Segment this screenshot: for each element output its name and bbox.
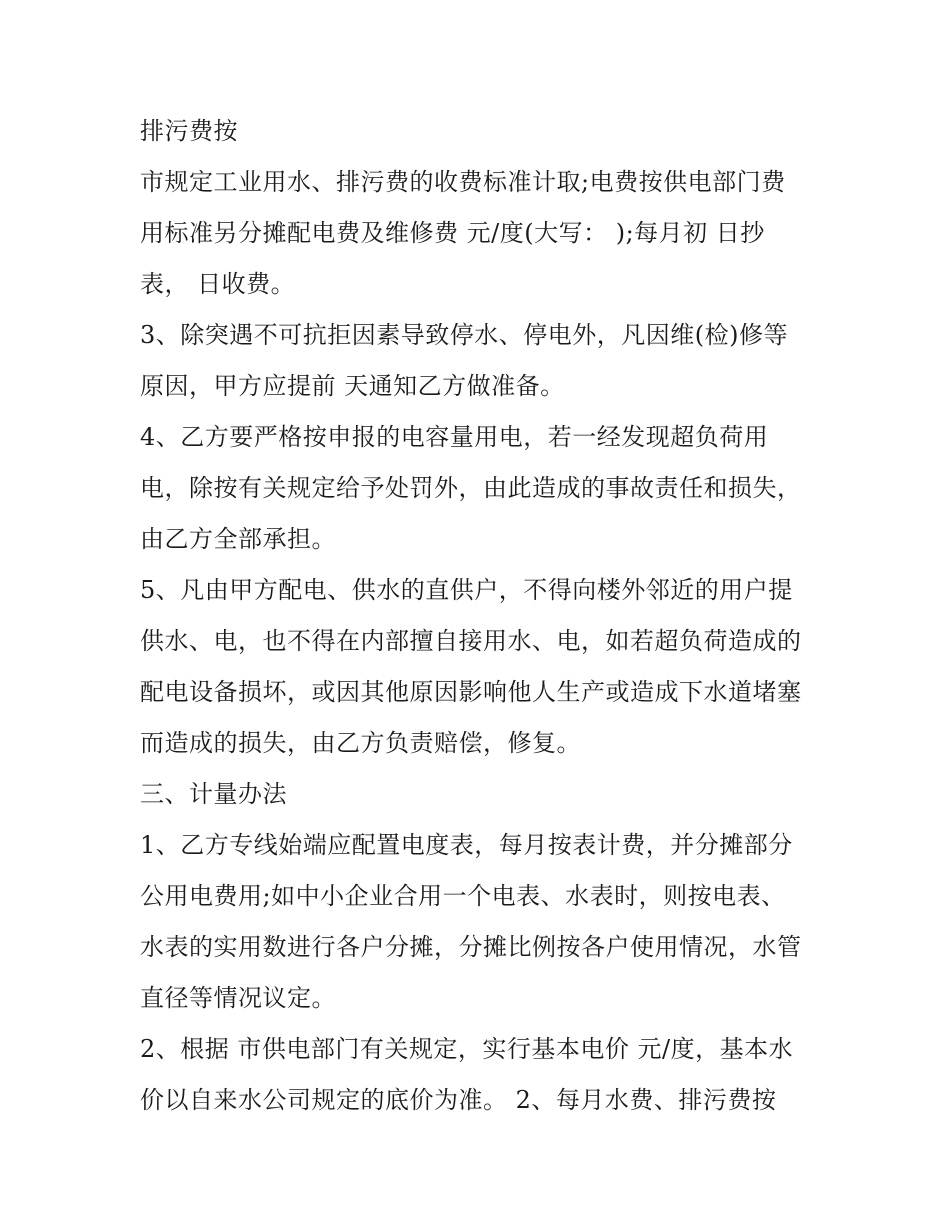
text-line: 2、根据 市供电部门有关规定，实行基本电价 元/度，基本水 [140, 1035, 794, 1063]
text-line: 市规定工业用水、排污费的收费标准计取;电费按供电部门费 [140, 168, 786, 196]
text-line: 用标准另分摊配电费及维修费 元/度(大写： );每月初 日抄 [140, 219, 765, 247]
text-line: 3、除突遇不可抗拒因素导致停水、停电外，凡因维(检)修等 [140, 321, 788, 349]
text-line: 由乙方全部承担。 [140, 525, 336, 553]
text-line: 公用电费用;如中小企业合用一个电表、水表时，则按电表、 [140, 882, 786, 910]
text-line: 水表的实用数进行各户分摊，分摊比例按各户使用情况，水管 [140, 933, 802, 961]
text-line: 直径等情况议定。 [140, 984, 336, 1012]
text-line: 原因，甲方应提前 天通知乙方做准备。 [140, 372, 565, 400]
text-line: 而造成的损失，由乙方负责赔偿，修复。 [140, 729, 581, 757]
text-line: 配电设备损坏，或因其他原因影响他人生产或造成下水道堵塞 [140, 678, 802, 706]
text-line: 供水、电，也不得在内部擅自接用水、电，如若超负荷造成的 [140, 627, 802, 655]
text-line: 表， 日收费。 [140, 270, 296, 298]
text-line: 排污费按 [140, 117, 238, 145]
section-heading: 三、计量办法 [140, 780, 287, 808]
text-line: 价以自来水公司规定的底价为准。 2、每月水费、排污费按 [140, 1086, 777, 1114]
document-body [140, 106, 830, 1126]
text-line: 1、乙方专线始端应配置电度表，每月按表计费，并分摊部分 [140, 831, 793, 859]
text-line: 电，除按有关规定给予处罚外，由此造成的事故责任和损失， [140, 474, 802, 502]
text-line: 5、凡由甲方配电、供水的直供户，不得向楼外邻近的用户提 [140, 576, 793, 604]
text-line: 4、乙方要严格按申报的电容量用电，若一经发现超负荷用 [140, 423, 769, 451]
